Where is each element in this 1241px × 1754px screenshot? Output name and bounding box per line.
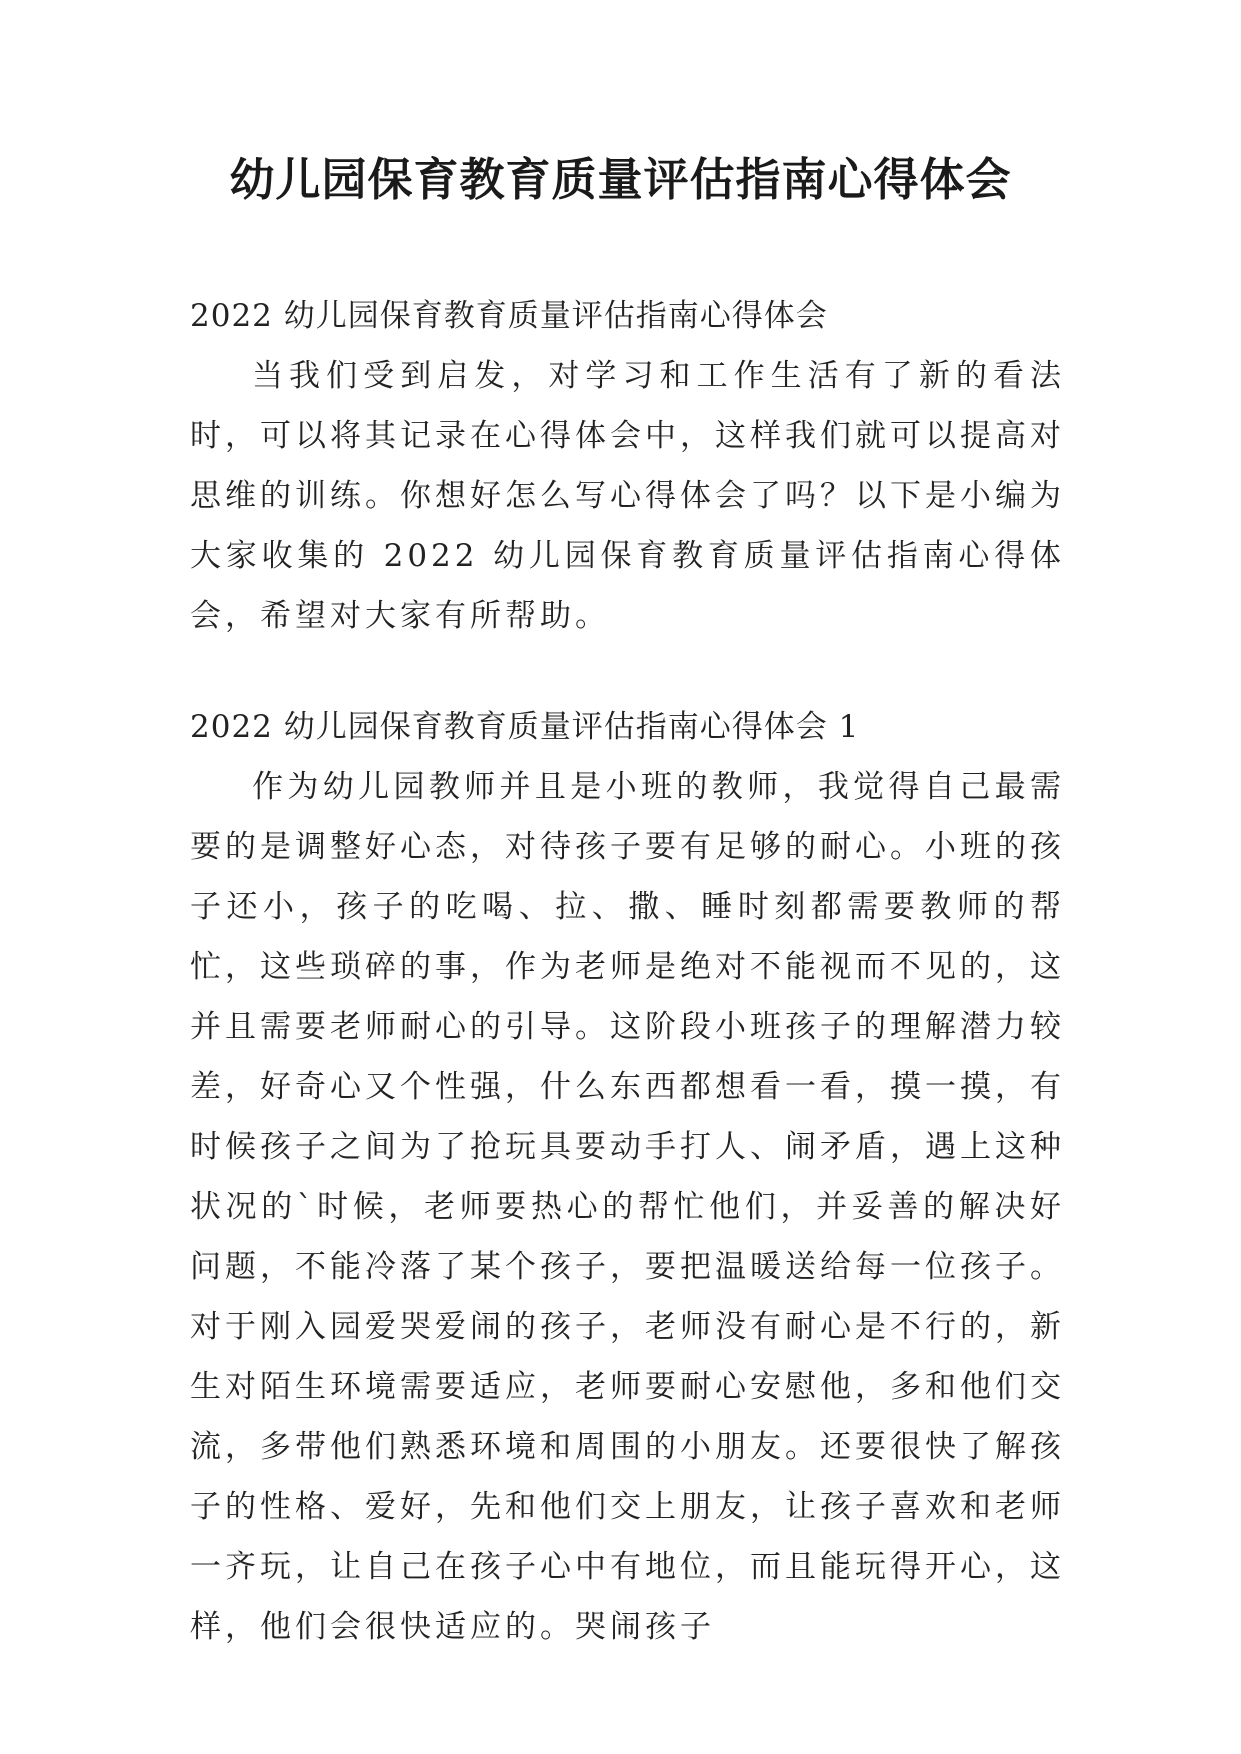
section-heading: 2022 幼儿园保育教育质量评估指南心得体会 — [190, 298, 828, 334]
section-paragraph: 当我们受到启发，对学习和工作生活有了新的看法时，可以将其记录在心得体会中，这样我们就可以提高对思维的训练。你想好怎么写心得体会了吗？以下是小编为大家收集的 2022 幼儿园保育教育质量评估指南心得体会，希望对大家有所帮助。 — [190, 358, 1065, 634]
section-paragraph: 作为幼儿园教师并且是小班的教师，我觉得自己最需要的是调整好心态，对待孩子要有足够的耐心。小班的孩子还小，孩子的吃喝、拉、撒、睡时刻都需要教师的帮忙，这些琐碎的事，作为老师是绝对不能视而不见的，这并且需要老师耐心的引导。这阶段小班孩子的理解潜力较差，好奇心又个性强，什么东西都想看一看，摸一摸，有时候孩子之间为了抢玩具要动手打人、闹矛盾，遇上这种状况的`时候，老师要热心的帮忙他们，并妥善的解决好问题，不能冷落了某个孩子，要把温暖送给每一位孩子。对于刚入园爱哭爱闹的孩子，老师没有耐心是不行的，新生对陌生环境需要适应，老师要耐心安慰他，多和他们交流，多带他们熟悉环境和周围的小朋友。还要很快了解孩子的性格、爱好，先和他们交上朋友，让孩子喜欢和老师一齐玩，让自己在孩子心中有地位，而且能玩得开心，这样，他们会很快适应的。哭闹孩子 — [190, 769, 1065, 1645]
intro-section — [190, 286, 1065, 646]
section-heading: 2022 幼儿园保育教育质量评估指南心得体会 1 — [190, 709, 860, 745]
section-1 — [190, 697, 1065, 1657]
document-title: 幼儿园保育教育质量评估指南心得体会 — [229, 153, 1012, 206]
